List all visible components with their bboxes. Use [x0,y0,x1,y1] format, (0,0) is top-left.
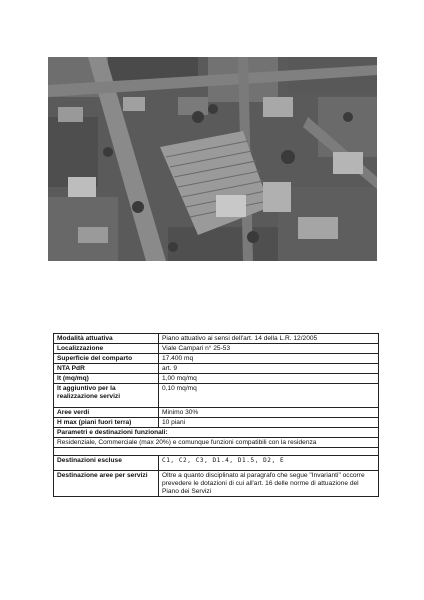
functions-header: Parametri e destinazioni funzionali: [54,428,379,438]
row-value: Piano attuativo ai sensi dell'art. 14 della L.R. 12/2005 [159,334,379,344]
row-value: art. 9 [159,364,379,374]
row-label: Aree verdi [54,408,159,418]
table-row [54,374,379,384]
aerial-photo-image [48,57,377,261]
row-label: It (mq/mq) [54,374,159,384]
row-value: 10 piani [159,418,379,428]
row-label: Superficie del comparto [54,354,159,364]
table-row [54,384,379,408]
excluded-value: C1, C2, C3, D1.4, D1.5, D2, E [159,456,379,471]
table-row [54,456,379,471]
row-value: Viale Campari n° 25-53 [159,344,379,354]
excluded-label: Destinazioni escluse [54,456,159,471]
table-row [54,344,379,354]
row-label: NTA PdR [54,364,159,374]
table-row [54,354,379,364]
table-row [54,471,379,497]
table-row [54,428,379,438]
row-label: Modalità attuativa [54,334,159,344]
row-value: 1,00 mq/mq [159,374,379,384]
specification-table [53,333,379,497]
table-row [54,448,379,456]
services-label: Destinazione aree per servizi [54,471,159,497]
row-value: 17.400 mq [159,354,379,364]
row-label: H max (piani fuori terra) [54,418,159,428]
row-value: Minimo 30% [159,408,379,418]
row-label: Localizzazione [54,344,159,354]
row-label: It aggiuntivo per la realizzazione servizi [54,384,159,408]
aerial-photo [48,57,377,261]
row-value: 0,10 mq/mq [159,384,379,408]
table-row [54,418,379,428]
table-row [54,334,379,344]
functions-text: Residenziale, Commerciale (max 20%) e comunque funzioni compatibili con la residenza [54,438,379,448]
services-value: Oltre a quanto disciplinato al paragrafo che segue "Invarianti" occorre prevedere le dotazioni di cui all'art. 16 delle norme di attuazione del Piano dei Servizi [159,471,379,497]
table-row [54,438,379,448]
table-row [54,408,379,418]
table-row [54,364,379,374]
spacer-cell [54,448,379,456]
